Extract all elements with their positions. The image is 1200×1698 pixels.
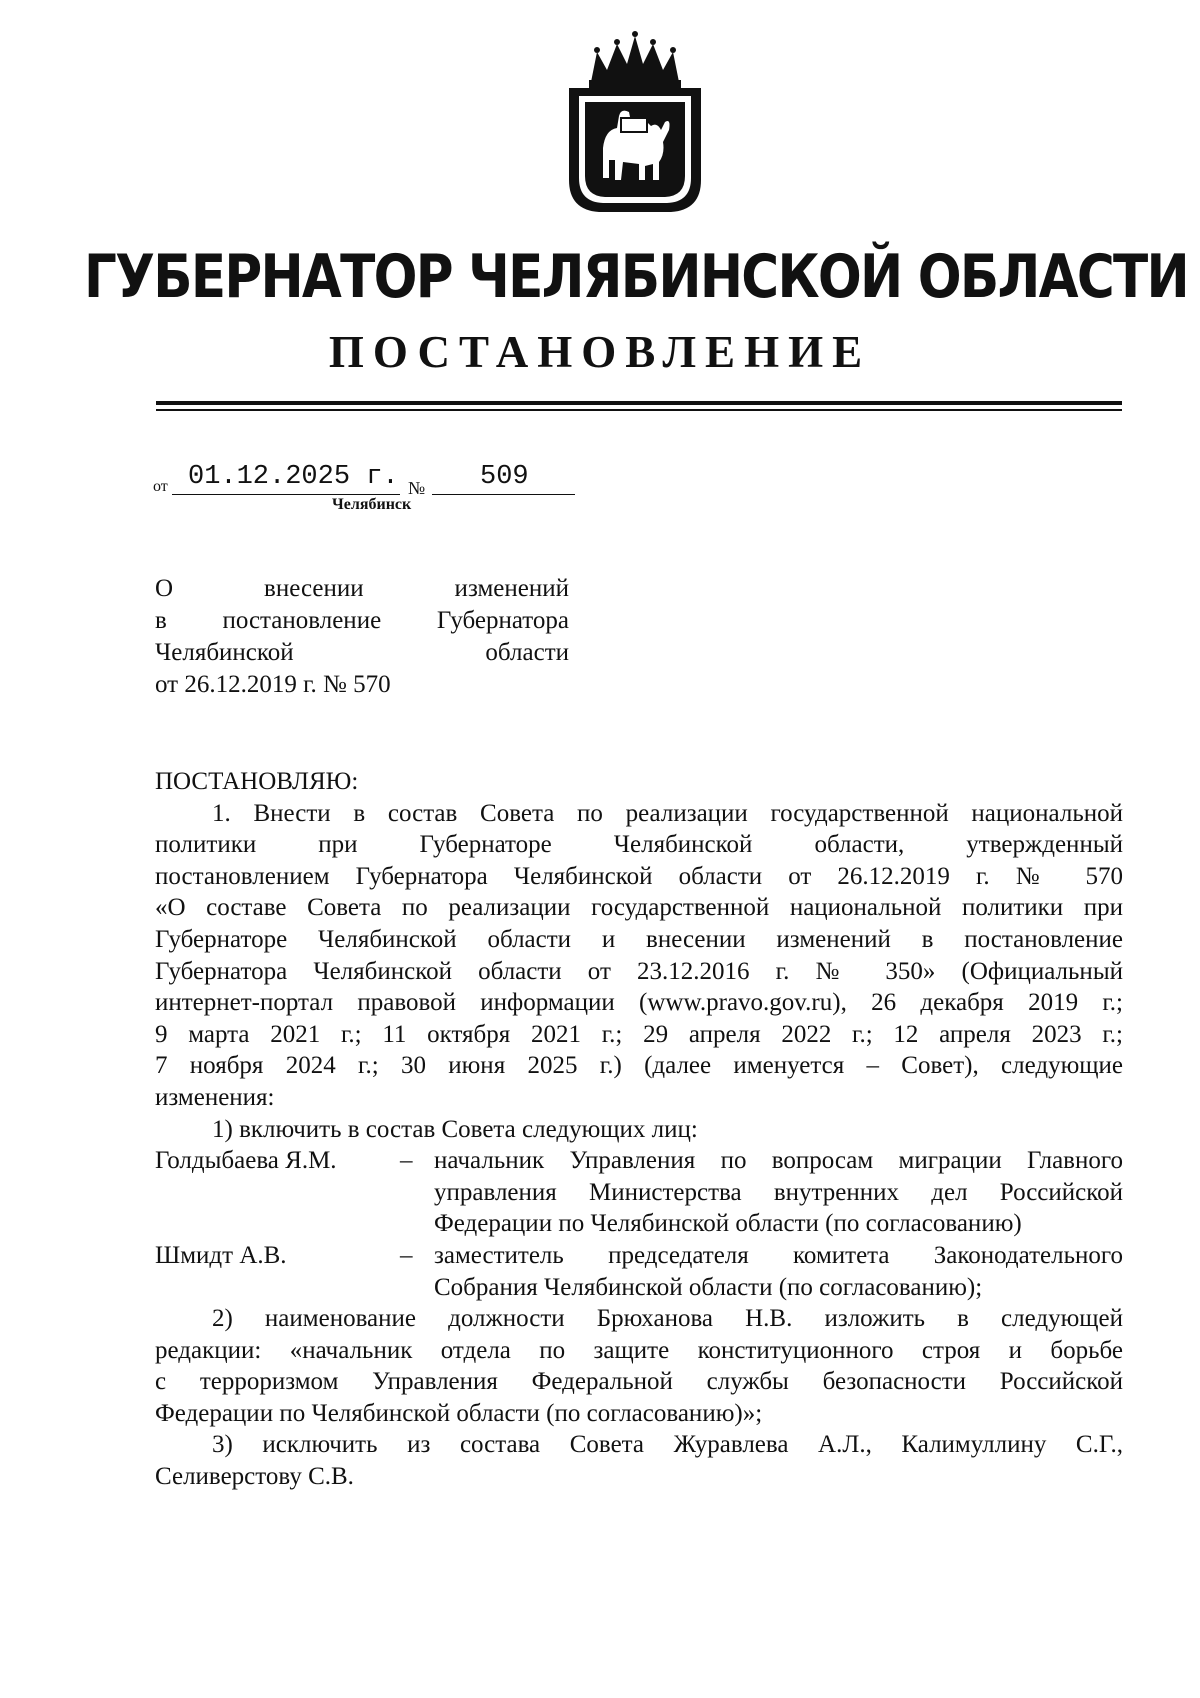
document-subject [155,573,569,701]
item-1-line: изменения: [155,1083,275,1111]
item-1-line: Губернатора Челябинской области от 23.12.2016 г. № 350» (Официальный [155,957,1123,985]
document-body [155,766,1123,1493]
organization-title: ГУБЕРНАТОР ЧЕЛЯБИНСКОЙ ОБЛАСТИ [84,242,1188,312]
subitem-2-line: 2) наименование должности Брюханова Н.В. изложить в следующей [212,1305,1123,1333]
decree-word: ПОСТАНОВЛЯЮ: [155,768,359,795]
person-entry [155,1145,1123,1240]
item-1-line: Губернаторе Челябинской области и внесении изменений в постановление [155,925,1123,953]
date-label: от [153,478,168,495]
person-name: Шмидт А.В. [155,1241,287,1269]
number-label: № [408,478,426,498]
person-position-line: Федерации по Челябинской области (по согласованию) [434,1210,1022,1238]
item-1-line: политики при Губернаторе Челябинской области, утвержденный [155,831,1123,859]
coat-of-arms-icon [561,30,709,218]
header-rule-thick [156,401,1122,405]
header-rule-thin [156,409,1122,411]
subject-line: в постановление Губернатора [155,607,569,634]
person-position-line: начальник Управления по вопросам миграции Главного [434,1147,1123,1175]
document-number: 509 [480,462,529,492]
subitem-2 [155,1303,1123,1429]
item-1-line: «О составе Совета по реализации государственной национальной политики при [155,894,1123,922]
subitem-2-line: с терроризмом Управления Федеральной службы безопасности Российской [155,1368,1123,1396]
item-1-line: 9 марта 2021 г.; 11 октября 2021 г.; 29 апреля 2022 г.; 12 апреля 2023 г.; [155,1020,1123,1048]
subject-line: О внесении изменений [155,575,569,602]
subitem-3-line: 3) исключить из состава Совета Журавлева А.Л., Калимуллину С.Г., [212,1431,1123,1459]
subitem-3-line: Селиверстову С.В. [155,1463,354,1491]
item-1-line: 1. Внести в состав Совета по реализации государственной национальной [212,799,1123,827]
person-position-line: управления Министерства внутренних дел Российской [434,1178,1123,1206]
subject-line: от 26.12.2019 г. № 570 [155,671,391,698]
document-date: 01.12.2025 г. [188,462,399,492]
person-position-line: Собрания Челябинской области (по согласованию); [434,1273,983,1301]
number-underline [432,494,575,495]
item-1 [155,798,1123,1114]
person-position [434,1240,1123,1303]
person-position-line: заместитель председателя комитета Законодательного [434,1241,1123,1269]
subitem-2-line: редакции: «начальник отдела по защите конституционного строя и борьбе [155,1336,1123,1364]
subitem-2-line: Федерации по Челябинской области (по согласованию)»; [155,1399,763,1427]
subitem-3 [155,1429,1123,1492]
city-name: Челябинск [332,496,412,513]
subitem-1-intro: 1) включить в состав Совета следующих лиц: [212,1115,698,1143]
person-dash: – [400,1241,413,1269]
document-type: ПОСТАНОВЛЕНИЕ [328,327,872,377]
person-position [434,1145,1123,1240]
person-name: Голдыбаева Я.М. [155,1147,337,1175]
item-1-line: постановлением Губернатора Челябинской области от 26.12.2019 г. № 570 [155,862,1123,890]
item-1-line: 7 ноября 2024 г.; 30 июня 2025 г.) (далее именуется – Совет), следующие [155,1052,1123,1080]
person-entry [155,1240,1123,1303]
subject-line: Челябинской области [155,639,569,666]
date-underline [172,494,400,495]
item-1-line: интернет-портал правовой информации (www.pravo.gov.ru), 26 декабря 2019 г.; [155,989,1123,1017]
person-dash: – [400,1147,413,1175]
